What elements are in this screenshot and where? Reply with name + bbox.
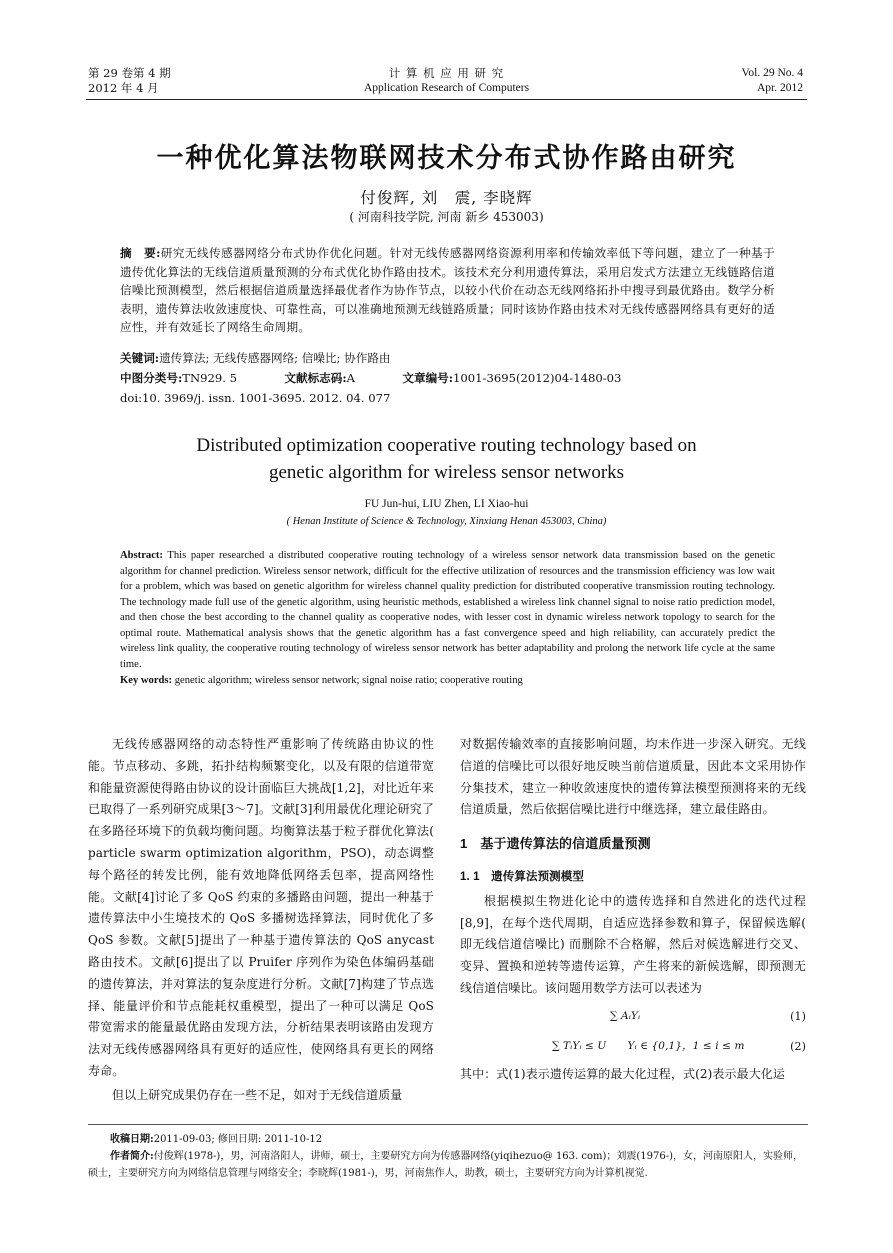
keywords-zh-label: 关键词: [120, 351, 160, 365]
abstract-en [120, 548, 775, 689]
journal-name-zh: 计 算 机 应 用 研 究 [388, 66, 505, 80]
equation-1-expression: ∑ AᵢYᵢ [610, 1009, 641, 1022]
body-left-column [88, 734, 434, 1107]
author-bio-text: 付俊辉(1978-)，男，河南洛阳人，讲师，硕士，主要研究方向为传感器网络(yiqihezuo@ 163. com)；刘震(1976-)，女，河南原阳人，实验师，硕士，主要研究方向为网络信息管理与网络安全；李晓辉(1981-)，男，河南焦作人，助教，硕士，主要研究方向为计算机视觉. [88, 1151, 804, 1179]
affiliation-en: ( Henan Institute of Science & Technology, Xinxiang Henan 453003, China) [286, 516, 607, 527]
header-rule [86, 99, 807, 100]
intro-paragraph-continued: 对数据传输效率的直接影响问题，均未作进一步深入研究。无线信道的信噪比可以很好地反映当前信道质量，因此本文采用协作分集技术，建立一种收敛速度快的遗传算法模型预测将来的无线信道质量，然后依据信噪比进行中继选择，建立最佳路由。 [460, 737, 806, 817]
authors-en: FU Jun-hui, LIU Zhen, LI Xiao-hui [364, 498, 529, 510]
subsection-heading-1-1: 1. 1 遗传算法预测模型 [460, 870, 584, 883]
abstract-en-text: This paper researched a distributed cooperative routing technology of a wireless sensor network data transmission based on the genetic algorithm for channel prediction. Wireless sensor network, difficult for the effective utilization of resources and the transmission efficiency was low wait for a problem, which was based on genetic algorithm for wireless channel quality prediction for distributed cooperative transmission routing technology. The technology made full use of the genetic algorithm, using heuristic methods, established a wireless link channel signal to noise ratio prediction model, and then chose the best according to the channel quality as cooperative nodes, with lesser cost in dynamic wireless network topology to search for the optimal route. Mathematical analysis shows that the genetic algorithm has a fast convergence speed and high reliability, can accurately predict the wireless link quality, the cooperative routing technology of wireless sensor network has better adaptability and prolong the network life cycle at the same time. [120, 550, 775, 670]
title-en [0, 432, 893, 486]
keywords-en-label: Key words: [120, 675, 173, 686]
classification-line [120, 369, 775, 387]
body-right-column [460, 734, 806, 1086]
affiliation-zh: ( 河南科技学院, 河南 新乡 453003) [349, 210, 544, 224]
received-date [88, 1131, 808, 1148]
section-heading-1: 1 基于遗传算法的信道质量预测 [460, 836, 651, 852]
footnote-rule [88, 1124, 808, 1125]
footnote [88, 1131, 808, 1182]
issue-date-zh: 2012 年 4 月 [88, 81, 159, 95]
keywords-en [120, 673, 775, 689]
abstract-zh [120, 244, 775, 337]
title-en-line2: genetic algorithm for wireless sensor networks [268, 462, 625, 483]
keywords-zh [120, 349, 391, 367]
keywords-en-text: genetic algorithm; wireless sensor network; signal noise ratio; cooperative routing [174, 675, 523, 686]
doc-code-value: A [346, 371, 356, 385]
abstract-zh-label: 摘 要: [120, 246, 161, 260]
model-paragraph: 根据模拟生物进化论中的遗传选择和自然进化的迭代过程[8,9]，在每个迭代周期，自适应选择参数和算子，保留候选解( 即无线信道信噪比) 而删除不合格解，然后对候选解进行交叉、变异、置换和逆转等遗传运算，产生将来的新候选解，即预测无线信道信噪比。该问题用数学方法可以表述为 [460, 893, 806, 995]
received-text: 2011-09-03; 修回日期: 2011-10-12 [153, 1134, 323, 1145]
intro-paragraph-2: 但以上研究成果仍存在一些不足，如对于无线信道质量 [112, 1087, 403, 1102]
keywords-zh-text: 遗传算法; 无线传感器网络; 信噪比; 协作路由 [159, 351, 391, 365]
date-en: Apr. 2012 [757, 82, 803, 94]
authors-zh: 付俊辉, 刘 震, 李晓辉 [360, 189, 533, 207]
article-number-label: 文章编号: [402, 371, 454, 385]
equation-2 [460, 1034, 806, 1060]
equation-explanation: 其中：式(1)表示遗传运算的最大化过程，式(2)表示最大化运 [460, 1066, 785, 1081]
volume-en: Vol. 29 No. 4 [741, 67, 803, 79]
author-bio [88, 1148, 808, 1182]
abstract-zh-text: 研究无线传感器网络分布式协作优化问题。针对无线传感器网络资源利用率和传输效率低下等问题，建立了一种基于遗传优化算法的无线信道质量预测的分布式优化协作路由技术。该技术充分利用遗传算法，采用启发式方法建立无线链路信道信噪比预测模型，然后根据信道质量选择最优者作为协作节点，以较小代价在动态无线网络拓扑中搜寻到最优路由。数学分析表明，遗传算法收敛速度快、可靠性高，可以准确地预测无线链路质量；同时该协作路由技术对无线传感器网络具有更好的适应性，并有效延长了网络生命周期。 [120, 246, 775, 335]
article-number-value: 1001-3695(2012)04-1480-03 [453, 371, 622, 385]
intro-paragraph-1: 无线传感器网络的动态特性严重影响了传统路由协议的性能。节点移动、多跳，拓扑结构频繁变化，以及有限的信道带宽和能量资源使得路由协议的设计面临巨大挑战[1,2]，对比近年来已取得了一系列研究成果[3～7]。文献[3]利用最优化理论研究了在多路径环境下的负载均衡问题。均衡算法基于粒子群优化算法( particle swarm optimization algorithm，PSO)，动态调整每个路径的转发比例，能有效地降低网络丢包率，提高网络性能。文献[4]讨论了多 QoS 约束的多播路由问题，提出一种基于遗传算法中小生境技术的 QoS 多播树选择算法，同时优化了多 QoS 参数。文献[5]提出了一种基于遗传算法的 QoS anycast 路由技术。文献[6]提出了以 Pruifer 序列作为染色体编码基础的遗传算法，并对算法的复杂度进行分析。文献[7]构建了节点选择、能量评价和节点能耗权重模型，提出了一种可以满足 QoS 带宽需求的能量最优路由发现方法，分析结果表明该路由发现方法对无线传感器网络具有更好的适应性，使网络具有更长的网络寿命。 [88, 737, 434, 1078]
journal-volume-en [742, 66, 803, 96]
title-en-line1: Distributed optimization cooperative routing technology based on [196, 435, 697, 456]
equation-2-number: (2) [790, 1039, 806, 1053]
equation-1-number: (1) [790, 1009, 806, 1023]
equation-1 [460, 1004, 806, 1030]
doi: doi:10. 3969/j. issn. 1001-3695. 2012. 04. 077 [120, 391, 391, 405]
doc-code-label: 文献标志码: [284, 371, 347, 385]
clc-value: TN929. 5 [182, 371, 238, 385]
clc-label: 中图分类号: [120, 371, 183, 385]
page-title: 一种优化算法物联网技术分布式协作路由研究 [156, 143, 737, 174]
volume-issue: 第 29 卷第 4 期 [88, 66, 171, 80]
author-bio-label: 作者简介: [110, 1151, 154, 1162]
received-label: 收稿日期: [110, 1134, 154, 1145]
equation-2-expression: ∑ TᵢYᵢ ≤ U Yᵢ ∈ {0,1}，1 ≤ i ≤ m [552, 1039, 745, 1052]
abstract-en-label: Abstract: [120, 550, 163, 561]
journal-name-en: Application Research of Computers [363, 82, 530, 94]
